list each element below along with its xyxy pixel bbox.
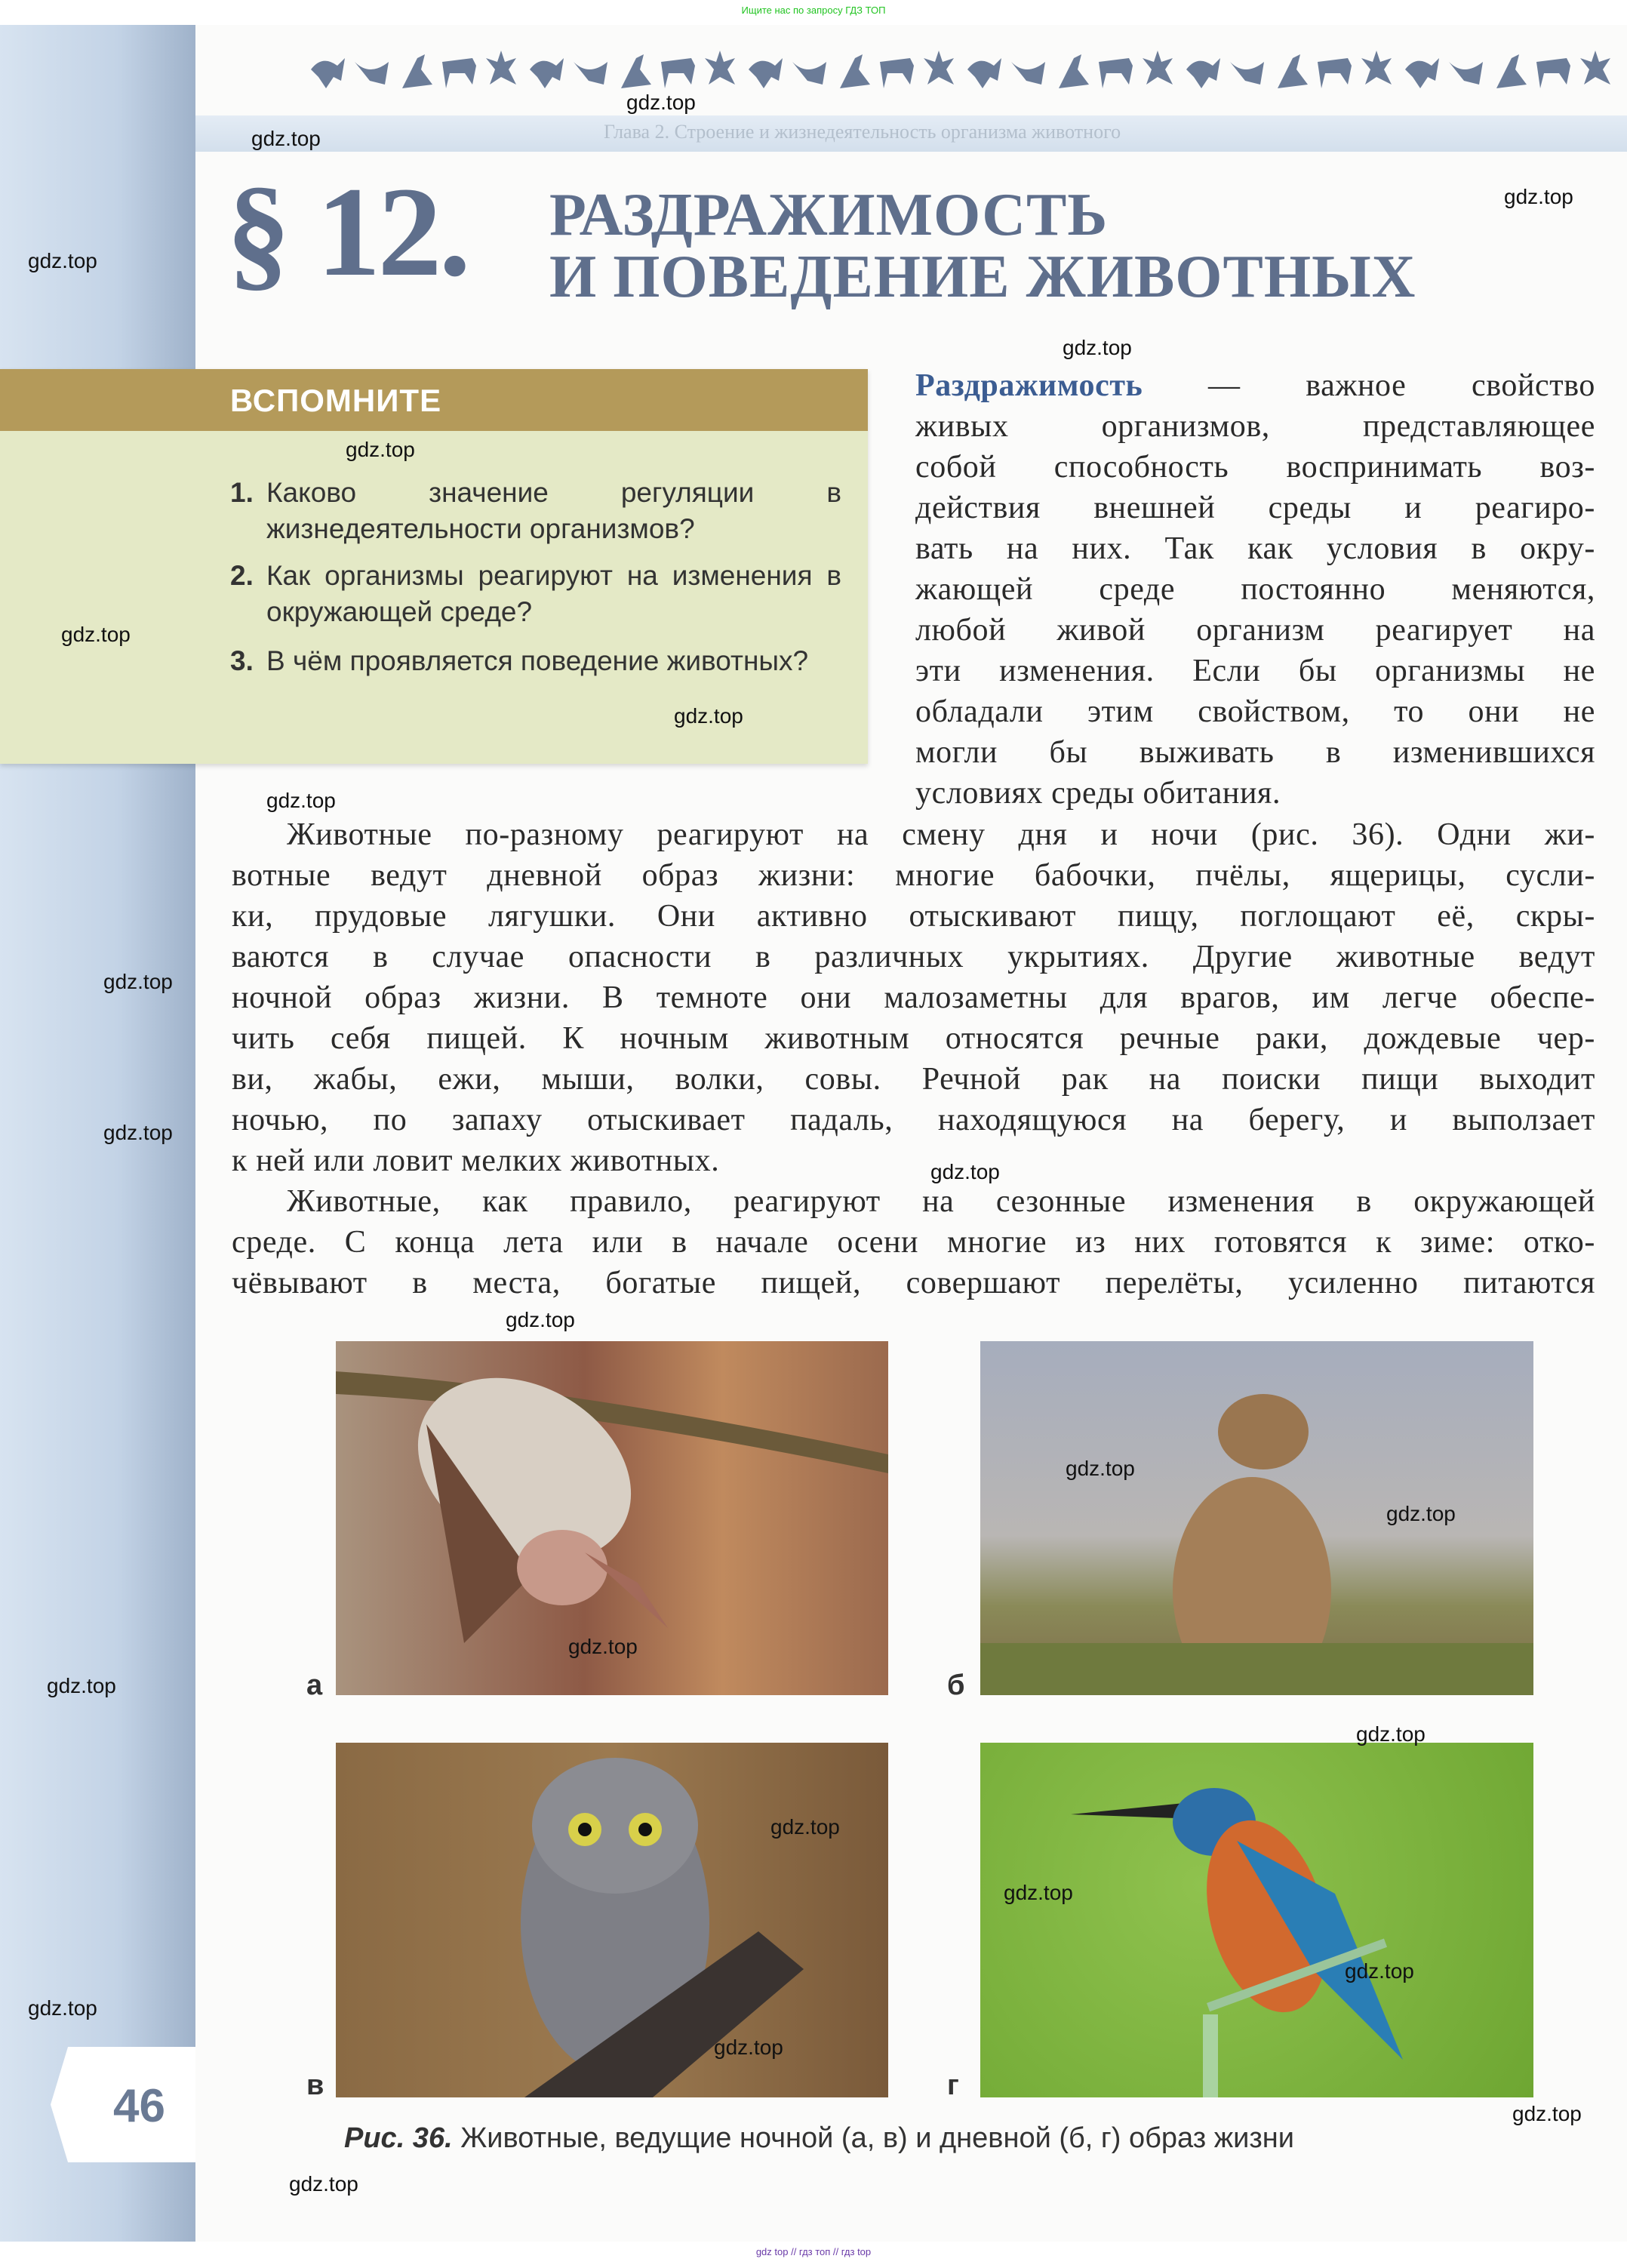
top-search-note: Ищите нас по запросу ГДЗ ТОП	[741, 5, 886, 16]
text-line: любой живой организм реагирует на	[915, 613, 1595, 648]
animal-silhouette-icon	[355, 62, 389, 85]
watermark: gdz.top	[1063, 336, 1132, 359]
animal-silhouette-icon	[574, 62, 607, 85]
watermark: gdz.top	[103, 970, 173, 993]
watermark: gdz.top	[930, 1160, 1000, 1183]
section-title-line1: РАЗДРАЖИМОСТЬ	[549, 182, 1109, 248]
caption-text: Животные, ведущие ночной (а, в) и дневной (б, г) образ жизни	[452, 2122, 1294, 2154]
watermark: gdz.top	[1345, 1959, 1414, 1983]
animal-silhouette-icon	[705, 51, 735, 85]
animal-silhouette-icon	[311, 58, 345, 88]
photo-label: в	[306, 2070, 324, 2101]
animal-silhouette-icon	[880, 58, 914, 88]
animal-silhouette-icon	[1099, 58, 1133, 88]
animal-silhouette-icon	[1186, 58, 1220, 88]
figure-number: Рис. 36.	[344, 2122, 453, 2154]
question-text: Как организмы реагируют на изменения в окружающей среде?	[266, 560, 841, 627]
animal-silhouette-icon	[530, 58, 564, 88]
watermark: gdz.top	[1386, 1502, 1456, 1525]
animal-silhouette-icon	[661, 58, 695, 88]
section-title-line2: И ПОВЕДЕНИЕ ЖИВОТНЫХ	[549, 244, 1416, 310]
animal-silhouette-icon	[1580, 51, 1610, 85]
text-fragment: — важное свойство	[1143, 368, 1595, 403]
photo-label: б	[947, 1669, 965, 1701]
watermark: gdz.top	[266, 789, 336, 812]
text-line: среде. С конца лета или в начале осени многие из них готовятся к зиме: отко-	[232, 1225, 1595, 1260]
watermark: gdz.top	[61, 623, 131, 646]
text-line: ночью, по запаху отыскивает падаль, находящуюся на берегу, и выползает	[232, 1103, 1595, 1137]
text-line: Животные по-разному реагируют на смену дня и ночи (рис. 36). Одни жи-	[287, 817, 1595, 852]
animal-silhouette-icon	[621, 54, 651, 88]
text-line: чёвывают в места, богатые пищей, совершают перелёты, усиленно питаются	[232, 1266, 1595, 1300]
photo-owl	[336, 1743, 888, 2097]
figure-caption	[344, 2122, 1294, 2155]
animal-silhouette-icon	[924, 51, 954, 85]
text-line: вотные ведут дневной образ жизни: многие бабочки, пчёлы, ящерицы, сусли-	[232, 858, 1595, 893]
animal-silhouette-icon	[1449, 62, 1483, 85]
watermark: gdz.top	[28, 1996, 97, 2020]
kingfisher-illustration	[980, 1743, 1533, 2097]
question-item	[230, 475, 841, 547]
text-line: ви, жабы, ежи, мыши, волки, совы. Речной рак на поиски пищи выходит	[232, 1062, 1595, 1097]
watermark: gdz.top	[47, 1674, 116, 1697]
text-line: чить себя пищей. К ночным животным относятся речные раки, дождевые чер-	[232, 1021, 1595, 1056]
section-number: § 12.	[226, 161, 468, 303]
question-item	[230, 643, 841, 679]
watermark: gdz.top	[626, 91, 696, 114]
animal-silhouette-icon	[967, 58, 1001, 88]
watermark: gdz.top	[289, 2172, 358, 2196]
text-line: действия внешней среды и реагиро-	[915, 491, 1595, 525]
watermark: gdz.top	[714, 2036, 783, 2059]
text-line: ночной образ жизни. В темноте они малозаметны для врагов, им легче обеспе-	[232, 980, 1595, 1015]
text-line: ки, прудовые лягушки. Они активно отыскивают пищу, поглощают её, скры-	[232, 899, 1595, 934]
question-text: Каково значение регуляции в жизнедеятельности организмов?	[266, 477, 841, 544]
text-line: вать на них. Так как условия в окру-	[915, 531, 1595, 566]
text-line: живых организмов, представляющее	[915, 409, 1595, 444]
text-line: могли бы выживать в изменившихся	[915, 735, 1595, 770]
animal-silhouette-icon	[840, 54, 870, 88]
animal-silhouette-icon	[1230, 62, 1264, 85]
animal-silhouette-icon	[1496, 54, 1527, 88]
page-number: 46	[113, 2080, 165, 2132]
text-line: обладали этим свойством, то они не	[915, 694, 1595, 729]
watermark: gdz.top	[674, 704, 743, 728]
animal-silhouette-icon	[749, 58, 783, 88]
animal-silhouette-icon	[1059, 54, 1089, 88]
animal-silhouette-icon	[1405, 58, 1439, 88]
photo-label: г	[947, 2070, 959, 2101]
animal-frieze-decoration	[311, 43, 1627, 96]
text-line: ваются в случае опасности в различных укрытиях. Другие животные ведут	[232, 940, 1595, 974]
animal-silhouette-icon	[1011, 62, 1045, 85]
text-line: эти изменения. Если бы организмы не	[915, 654, 1595, 688]
animal-silhouette-icon	[792, 62, 826, 85]
question-number: 1.	[230, 477, 254, 508]
animal-silhouette-icon	[442, 58, 476, 88]
key-term: Раздражимость	[915, 368, 1143, 403]
watermark: gdz.top	[1004, 1881, 1073, 1904]
running-header-text: Глава 2. Строение и жизнедеятельность организма животного	[604, 121, 1121, 143]
question-text: В чём проявляется поведение животных?	[266, 645, 809, 676]
remember-title: ВСПОМНИТЕ	[230, 383, 442, 418]
watermark: gdz.top	[1512, 2102, 1582, 2125]
animal-silhouette-icon	[1536, 58, 1570, 88]
text-line: условиях среды обитания.	[915, 776, 1281, 811]
watermark: gdz.top	[103, 1121, 173, 1144]
watermark: gdz.top	[346, 438, 415, 461]
owl-illustration	[336, 1743, 888, 2097]
watermark: gdz.top	[1066, 1457, 1135, 1480]
watermark: gdz.top	[1504, 185, 1573, 208]
text-line: жающей среде постоянно меняются,	[915, 572, 1595, 607]
text-line	[915, 365, 1595, 406]
animal-silhouette-icon	[1278, 54, 1308, 88]
text-line: к ней или ловит мелких животных.	[232, 1143, 720, 1178]
footer-note: gdz top // гдз топ // гдз top	[755, 2246, 872, 2257]
text-line: Животные, как правило, реагируют на сезонные изменения в окружающей	[287, 1184, 1595, 1219]
text-line: собой способность воспринимать воз-	[915, 450, 1595, 485]
animal-silhouette-icon	[402, 54, 432, 88]
question-number: 3.	[230, 645, 254, 676]
animal-silhouette-icon	[1143, 51, 1173, 85]
photo-label: а	[306, 1669, 323, 1701]
watermark: gdz.top	[251, 127, 321, 150]
animal-silhouette-icon	[1361, 51, 1392, 85]
animal-silhouette-icon	[1318, 58, 1352, 88]
photo-kingfisher	[980, 1743, 1533, 2097]
watermark: gdz.top	[1356, 1722, 1426, 1746]
watermark: gdz.top	[770, 1815, 840, 1839]
question-number: 2.	[230, 560, 254, 591]
watermark: gdz.top	[568, 1635, 638, 1658]
animal-silhouette-icon	[486, 51, 516, 85]
watermark: gdz.top	[28, 249, 97, 272]
question-item	[230, 558, 841, 630]
watermark: gdz.top	[506, 1308, 575, 1331]
